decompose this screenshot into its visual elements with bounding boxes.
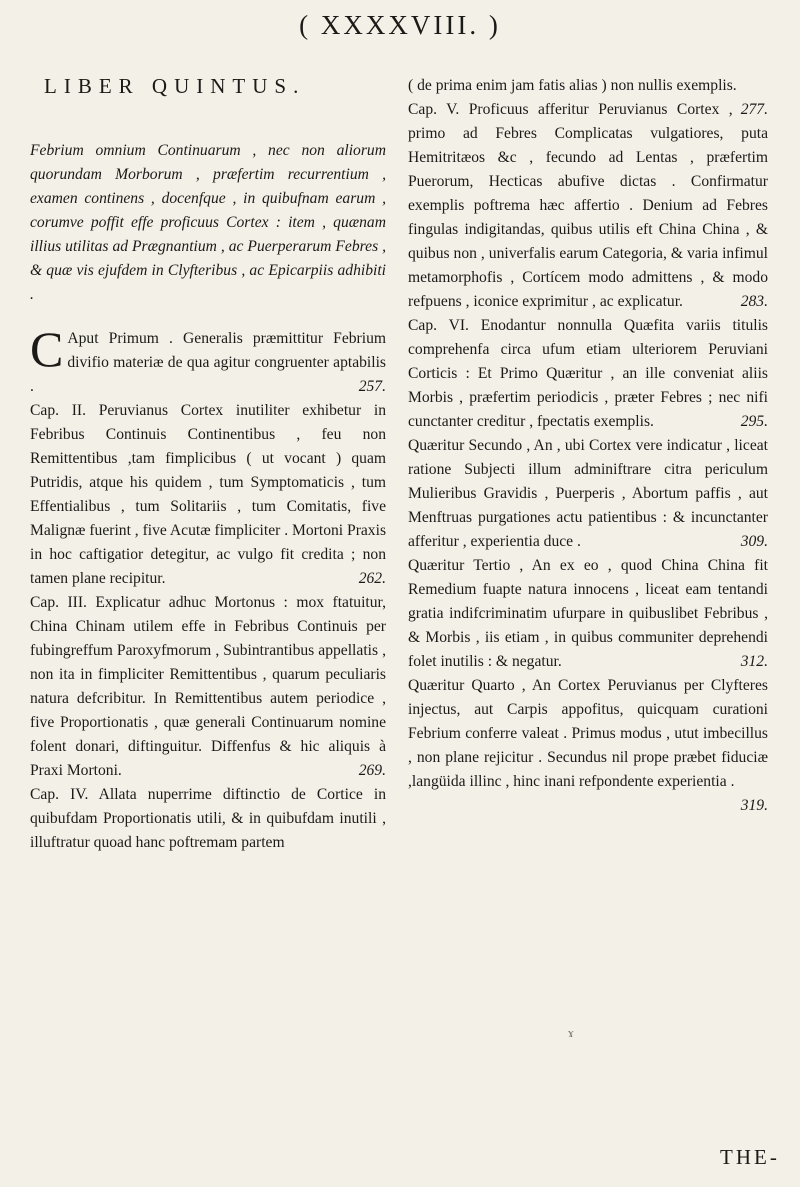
question-3	[408, 554, 768, 674]
stray-mark: ɤ	[568, 1025, 574, 1040]
book-summary: Febrium omnium Continuarum , nec non aliorum quorundam Morborum , præfertim recurrentium , examen continens , docenfque , in quibufnam earum , corumve poffit effe proficuus Cortex : item , quænam illius utilitas ad Prægnantium , ac Puerperarum Febres , & quæ vis ejufdem in Clyfteribus , ac Epicarpiis adhibiti .	[30, 142, 386, 303]
chapter-entry-4-cont	[408, 74, 768, 118]
drop-cap: C	[30, 321, 64, 377]
page-ref: 257.	[358, 378, 386, 395]
page-ref: 295.	[740, 413, 768, 430]
page-ref: 277.	[740, 101, 768, 118]
question-2	[408, 434, 768, 554]
chapter-text: Quæritur Secundo , An , ubi Cortex vere indicatur , liceat ratione Subjecti illum adminiftrare citra periculum Mulieribus Gravidis , Puerperis , Abortum paffis , aut Menftruas purgationes actu patientibus : & incunctanter afferitur , experientia duce .	[408, 437, 768, 550]
right-column	[408, 74, 768, 818]
chapter-text: Quæritur Tertio , An ex eo , quod China China fit Remedium fuapte natura innocens , liceat eam tentandi gratia indifcriminatim ufurpare in quibuslibet Febribus , & Morbis , iis etiam , in quibus communiter deprehendi folet inutilis : & negatur.	[408, 557, 768, 670]
chapter-text: ( de prima enim jam fatis alias ) non nullis exemplis.	[408, 77, 737, 94]
page-ref: 309.	[740, 533, 768, 550]
catchword: THE-	[720, 1145, 780, 1169]
chapter-text: Cap. IV. Allata nuperrime diftinctio de Cortice in quibufdam Proportionatis utili, & in quibufdam inutili , illuftratur quoad hanc poftremam partem	[30, 786, 386, 851]
book-heading: LIBER QUINTUS.	[44, 74, 306, 98]
chapter-entry-6	[408, 314, 768, 434]
chapter-text: Cap. VI. Enodantur nonnulla Quæfita variis titulis comprehenfa circa ufum etiam ulteriorem Peruviani Corticis : Et Primo Quæritur , an ille conveniat aliis Morbis , præfertim periodicis , præter Febres ; nec nifi cunctanter creditur , fpectatis exemplis.	[408, 317, 768, 430]
page-number: ( XXXXVIII. )	[299, 10, 501, 40]
chapter-entry-2	[30, 399, 386, 591]
page-ref: 319.	[740, 797, 768, 814]
chapter-text: Aput Primum . Generalis præmittitur Febrium divifio materiæ de qua agitur congruenter aptabilis .	[30, 330, 386, 395]
page-ref: 262.	[358, 570, 386, 587]
question-4	[408, 674, 768, 814]
left-column	[30, 74, 386, 855]
page-ref: 283.	[740, 293, 768, 310]
page-ref: 269.	[358, 762, 386, 779]
chapter-entry-1	[30, 321, 386, 399]
chapter-text: Cap. V. Proficuus afferitur Peruvianus Cortex , primo ad Febres Complicatas vulgatiores, puta Hemitritæos &c , fecundo ad Lentas , præfertim Puerorum, Hecticas abufive dictas . Confirmatur exemplis poftrema hæc affertio . Denium ad Febres fingulas indigitandas, quibus utilis eft China China , & quibus non , univerfalis earum Categoria, & varia infimul metamorphofis , Cortícem modo admittens , & modo refpuens , iconice exprimitur , ac explicatur.	[408, 101, 768, 310]
chapter-entry-5	[408, 98, 768, 314]
chapter-text: Quæritur Quarto , An Cortex Peruvianus per Clyfteres injectus, aut Carpis appofitus, quicquam curationi Febrium conferre valeat . Primus modus , utut imbecillus , non plane rejicitur . Secundus nil prope præbet fiduciæ ,langüida illinc , hinc inani refpondente experientia .	[408, 677, 768, 790]
chapter-text: Cap. III. Explicatur adhuc Mortonus : mox ftatuitur, China Chinam utilem effe in Febribus Continuis per fubingreffum Paroxyfmorum , Subintrantibus appellatis , non ita in fimpliciter Remittentibus , quarum peculiaris natura defcribitur. In Remittentibus autem periodice , five Proportionatis , quæ generali Continuarum nomine folent donari, diftinguitur. Diffenfus & hic aliquis à Praxi Mortoni.	[30, 594, 386, 779]
chapter-entry-3	[30, 591, 386, 783]
chapter-text: Cap. II. Peruvianus Cortex inutiliter exhibetur in Febribus Continuis Continentibus , feu non Remittentibus ,tam fimplicibus ( ut vocant ) quam Putridis, atque his quidem , tum Symptomaticis , tum Effentialibus , tum Solitariis , tum Comitatis, five Malignæ fuerint , five Acutæ fimpliciter . Mortoni Praxis in hoc caftigatior detegitur, ac vulgo fit credita ; non tamen plane recipitur.	[30, 402, 387, 587]
page-ref: 312.	[740, 653, 768, 670]
chapter-entry-4	[30, 783, 386, 855]
